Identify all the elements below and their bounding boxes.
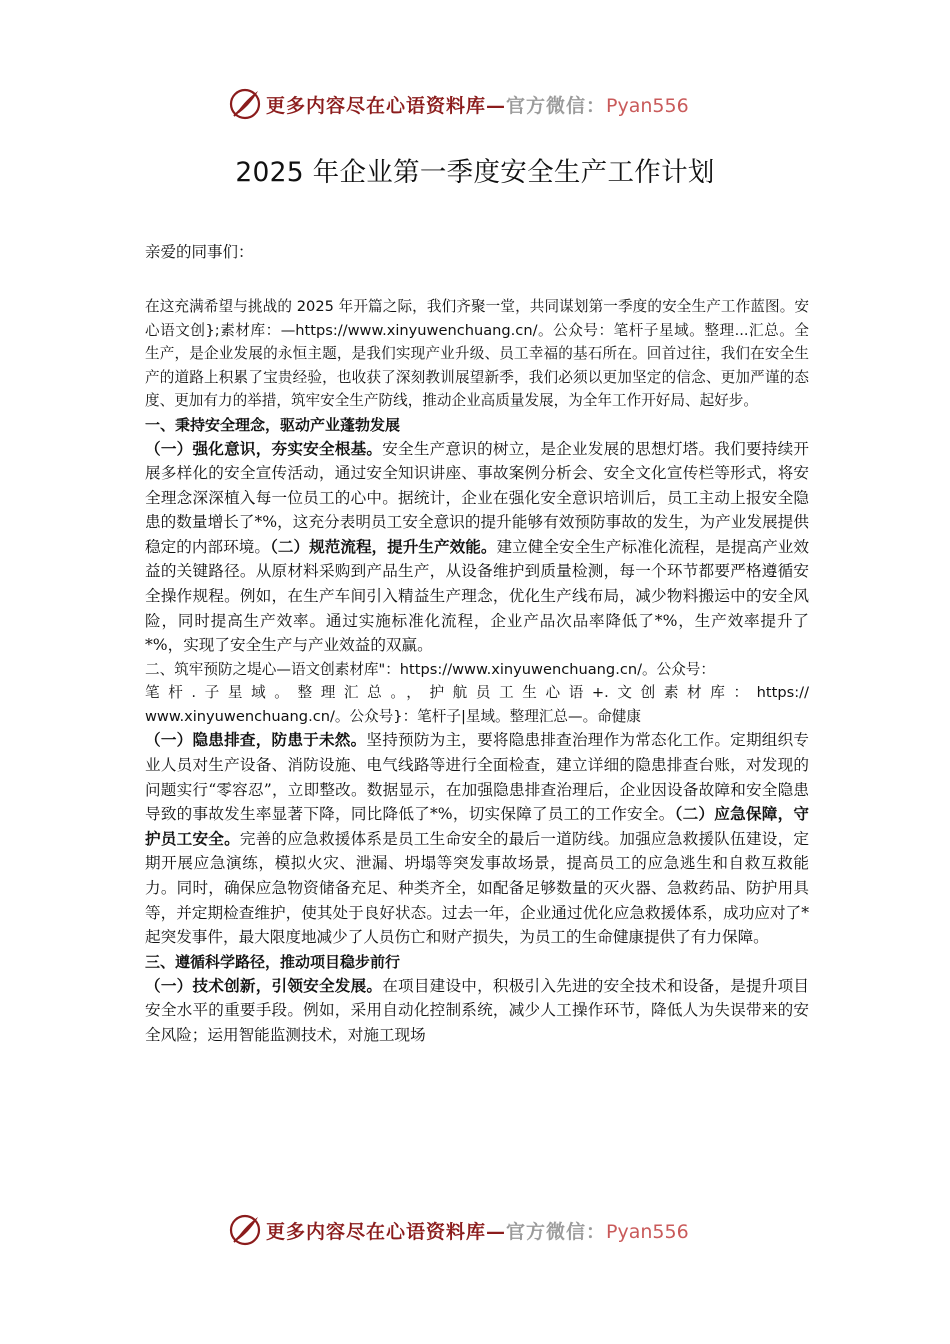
section-1-sub-1-text: 安全生产意识的树立，是企业发展的思想灯塔。我们要持续开展多样化的安全宣传活动，通过安全知识讲座、事故案例分析会、安全文化宣传栏等形式，将安全理念深深植入每一位员工的心中。据统计，企业在强化安全意识培训后，员工主动上报安全隐患的数量增长了*%，这充分表明员工安全意识的提升能够有效预防事故的发生，为产业发展提供稳定的内部环境。 [145,439,809,556]
header-banner [228,86,689,122]
section-2-sub-2-title: （二）应急保障，守护员工安全。 [145,805,809,848]
section-1-paragraph [145,437,809,658]
section-3-sub-1-title: （一）技术创新，引领安全发展。 [145,976,383,995]
quill-pen-logo-icon [228,87,262,121]
section-1-heading: 一、秉持安全理念，驱动产业蓬勃发展 [145,415,401,434]
intro-paragraph: 在这充满希望与挑战的 2025 年开篇之际，我们齐聚一堂，共同谋划第一季度的安全生产工作蓝图。安心语文创};素材库：—https://www.xinyuwenchuang.cn/。公众号：笔杆子星域。整理...汇总。全生产，是企业发展的永恒主题，是我们实现产业升级、员工幸福的基石所在。回首过往，我们在安全生产的道路上积累了宝贵经验，也收获了深刻教训展望新季，我们必须以更加坚定的信念、更加严谨的态度、更加有力的举措，筑牢安全生产防线，推动企业高质量发展，为全年工作开好局、起好步。 [145,298,809,409]
section-2-heading [145,658,809,729]
banner-text [266,91,689,118]
library-text: 更多内容尽在心语资料库 [266,1220,487,1243]
section-1-sub-2-text: 建立健全安全生产标准化流程，是提高产业效益的关键路径。从原材料采购到产品生产，从设备维护到质量检测，每一个环节都要严格遵循安全操作规程。例如，在生产车间引入精益生产理念，优化生产线布局，减少物料搬运中的安全风险，同时提高生产效率。通过实施标准化流程，企业产品次品率降低了*%，生产效率提升了*%，实现了安全生产与产业效益的双赢。 [145,537,809,655]
section-2-heading-line-3: www.xinyuwenchuang.cn/。公众号}：笔杆子|星域。整理汇总—。命健康 [145,707,641,725]
section-2-sub-1-title: （一）隐患排查，防患于未然。 [145,731,367,750]
wechat-label: 官方微信： [506,94,607,117]
wechat-id: Pyan556 [606,94,689,117]
section-2-sub-1-text: 坚持预防为主，要将隐患排查治理作为常态化工作。定期组织专业人员对生产设备、消防设施、电气线路等进行全面检查，建立详细的隐患排查台账，对发现的问题实行“零容忍”，立即整改。数据显示，在加强隐患排查治理后，企业因设备故障和安全隐患导致的事故发生率显著下降，同比降低了*%，切实保障了员工的工作安全。 [145,731,809,824]
wechat-id: Pyan556 [606,1220,689,1243]
document-body [145,240,809,1047]
document-title: 2025 年企业第一季度安全生产工作计划 [235,157,715,188]
section-1-sub-1-title: （一）强化意识，夯实安全根基。 [145,439,383,458]
library-text: 更多内容尽在心语资料库 [266,94,487,117]
section-2-paragraph [145,728,809,949]
section-3-heading: 三、遵循科学路径，推动项目稳步前行 [145,952,401,971]
footer-banner [228,1212,689,1248]
banner-separator: — [486,1220,507,1243]
section-2-heading-line-1: 二、筑牢预防之堤心—语文创素材库"：https://www.xinyuwenchuang.cn/。公众号： [145,660,715,678]
banner-separator: — [486,94,507,117]
banner-text [266,1217,689,1244]
section-3-paragraph [145,974,809,1048]
section-3-sub-1-text: 在项目建设中，积极引入先进的安全技术和设备，是提升项目安全水平的重要手段。例如，采用自动化控制系统，减少人工操作环节，降低人为失误带来的安全风险；运用智能监测技术，对施工现场 [145,976,809,1044]
section-2-heading-line-2: 笔杆.子星域。整理汇总。，护航员工生心语+.文创素材库：https:// [145,684,809,702]
quill-pen-logo-icon [228,1213,262,1247]
section-2-sub-2-text: 完善的应急救援体系是员工生命安全的最后一道防线。加强应急救援队伍建设，定期开展应急演练，模拟火灾、泄漏、坍塌等突发事故场景，提高员工的应急逃生和自救互救能力。同时，确保应急物资储备充足、种类齐全，如配备足够数量的灭火器、急救药品、防护用具等，并定期检查维护，使其处于良好状态。过去一年，企业通过优化应急救援体系，成功应对了*起突发事件，最大限度地减少了人员伤亡和财产损失，为员工的生命健康提供了有力保障。 [145,829,809,947]
greeting: 亲爱的同事们： [145,243,254,261]
section-1-sub-2-title: （二）规范流程，提升生产效能。 [270,537,497,556]
wechat-label: 官方微信： [506,1220,607,1243]
